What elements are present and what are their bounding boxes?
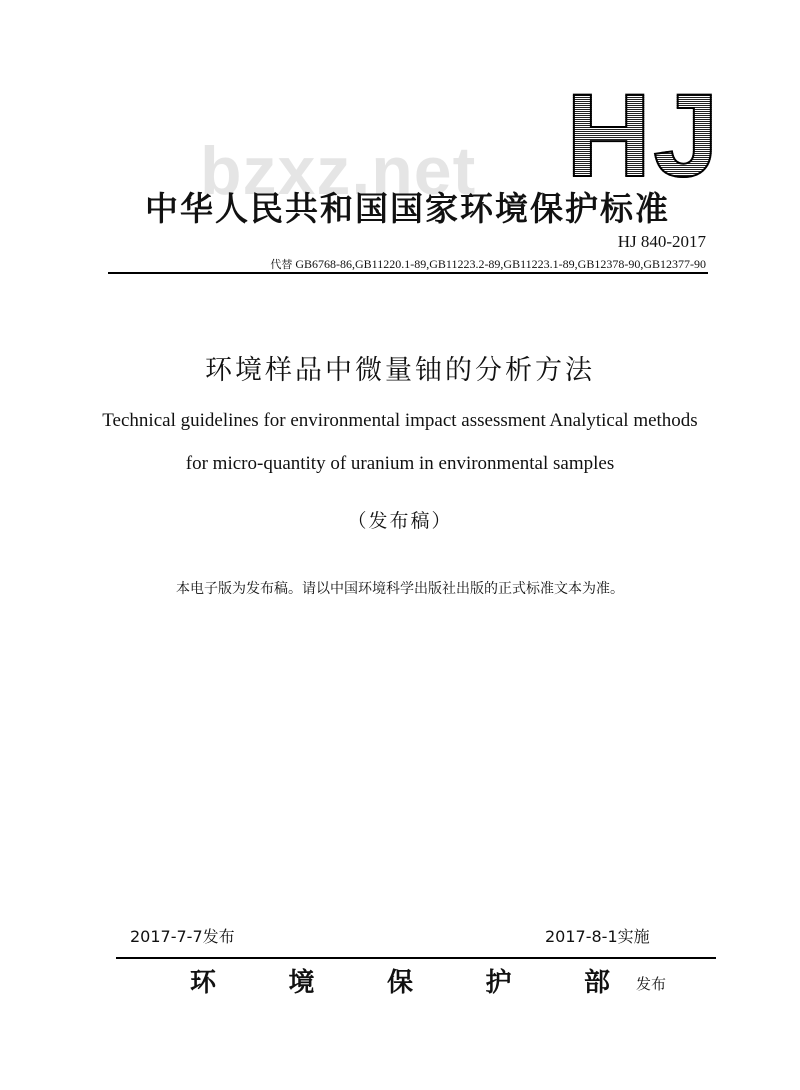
replaces-line <box>270 256 706 272</box>
replaces-list: GB6768-86,GB11220.1-89,GB11223.2-89,GB11223.1-89,GB12378-90,GB12377-90 <box>295 257 706 271</box>
ministry-char: 境 <box>288 968 315 998</box>
ministry-char: 部 <box>583 968 610 998</box>
ministry-char: 环 <box>190 968 217 998</box>
chinese-title: 环境样品中微量铀的分析方法 <box>205 355 595 386</box>
replaces-label: 代替 <box>270 258 293 271</box>
issuing-ministry <box>190 962 610 999</box>
watermark: bzxz.net <box>200 133 477 209</box>
draft-label: （发布稿） <box>347 510 453 532</box>
header-divider <box>108 272 708 274</box>
national-standard-title: 中华人民共和国国家环境保护标准 <box>145 189 670 228</box>
publish-label: 发布 <box>636 975 667 993</box>
implementation-date: 2017-8-1实施 <box>545 927 650 946</box>
standard-number: HJ 840-2017 <box>617 232 706 251</box>
english-title-line-1: Technical guidelines for environmental impact assessment Analytical methods <box>102 410 698 431</box>
issue-date: 2017-7-7发布 <box>130 927 235 946</box>
ministry-char: 护 <box>485 968 512 998</box>
footer-divider <box>116 957 716 959</box>
english-title-line-2: for micro-quantity of uranium in environmental samples <box>185 453 615 474</box>
electronic-version-notice: 本电子版为发布稿。请以中国环境科学出版社出版的正式标准文本为准。 <box>176 581 624 597</box>
ministry-char: 保 <box>386 968 413 998</box>
hj-logo: HJ <box>566 70 721 202</box>
